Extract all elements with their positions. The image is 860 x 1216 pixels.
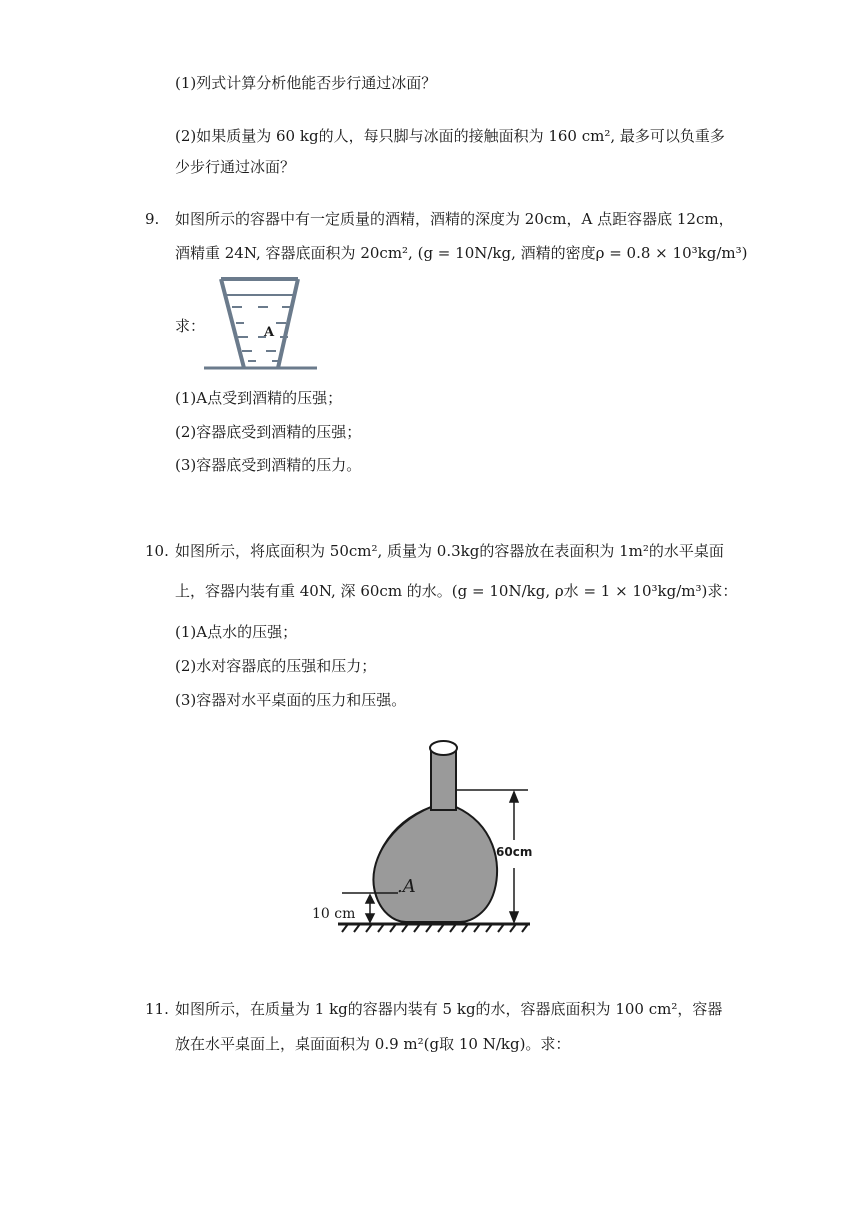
- q10-sub1: (1)A点水的压强；: [175, 623, 298, 641]
- flask: [373, 741, 497, 922]
- q10-line1: 如图所示，将底面积为 50cm², 质量为 0.3kg的容器放在表面积为 1m²的水平桌面: [175, 542, 724, 560]
- q9-line2: 酒精重 24N, 容器底面积为 20cm², (g = 10N/kg, 酒精的密度ρ = 0.8 × 10³kg/m³): [175, 244, 748, 262]
- q9-ask: 求：: [175, 317, 206, 335]
- q9-line1: 如图所示的容器中有一定质量的酒精，酒精的深度为 20cm，A 点距容器底 12cm，: [175, 210, 734, 228]
- q9-number: 9.: [145, 210, 160, 228]
- q9-sub1: (1)A点受到酒精的压强；: [175, 389, 343, 407]
- q10-fig-label-10cm: 10 cm: [312, 906, 356, 922]
- q8-sub2-line2: 少步行通过冰面？: [175, 158, 296, 176]
- q10-sub3: (3)容器对水平桌面的压力和压强。: [175, 691, 407, 709]
- q10-fig-label-a: .A: [397, 876, 416, 897]
- q9-container-figure: [200, 275, 320, 375]
- q9-sub2: (2)容器底受到酒精的压强；: [175, 423, 362, 441]
- q8-sub1: (1)列式计算分析他能否步行通过冰面？: [175, 74, 437, 92]
- q8-sub2-line1: (2)如果质量为 60 kg的人，每只脚与冰面的接触面积为 160 cm², 最多可以负重多: [175, 127, 725, 145]
- q10-line2: 上，容器内装有重 40N, 深 60cm 的水。(g = 10N/kg, ρ水 = 1 × 10³kg/m³)求：: [175, 582, 738, 600]
- q9-sub3: (3)容器底受到酒精的压力。: [175, 456, 362, 474]
- trapezoid-container: [204, 279, 317, 368]
- q9-fig-label-a: A: [264, 325, 275, 340]
- q11-number: 11.: [145, 1000, 169, 1018]
- q10-fig-label-60cm: 60cm: [496, 845, 533, 859]
- q11-line2: 放在水平桌面上，桌面面积为 0.9 m²(g取 10 N/kg)。求：: [175, 1035, 571, 1053]
- q10-flask-figure: [300, 732, 550, 942]
- q10-sub2: (2)水对容器底的压强和压力；: [175, 657, 377, 675]
- ground: [338, 924, 530, 932]
- q10-number: 10.: [145, 542, 169, 560]
- q11-line1: 如图所示，在质量为 1 kg的容器内装有 5 kg的水，容器底面积为 100 cm²，容器: [175, 1000, 723, 1018]
